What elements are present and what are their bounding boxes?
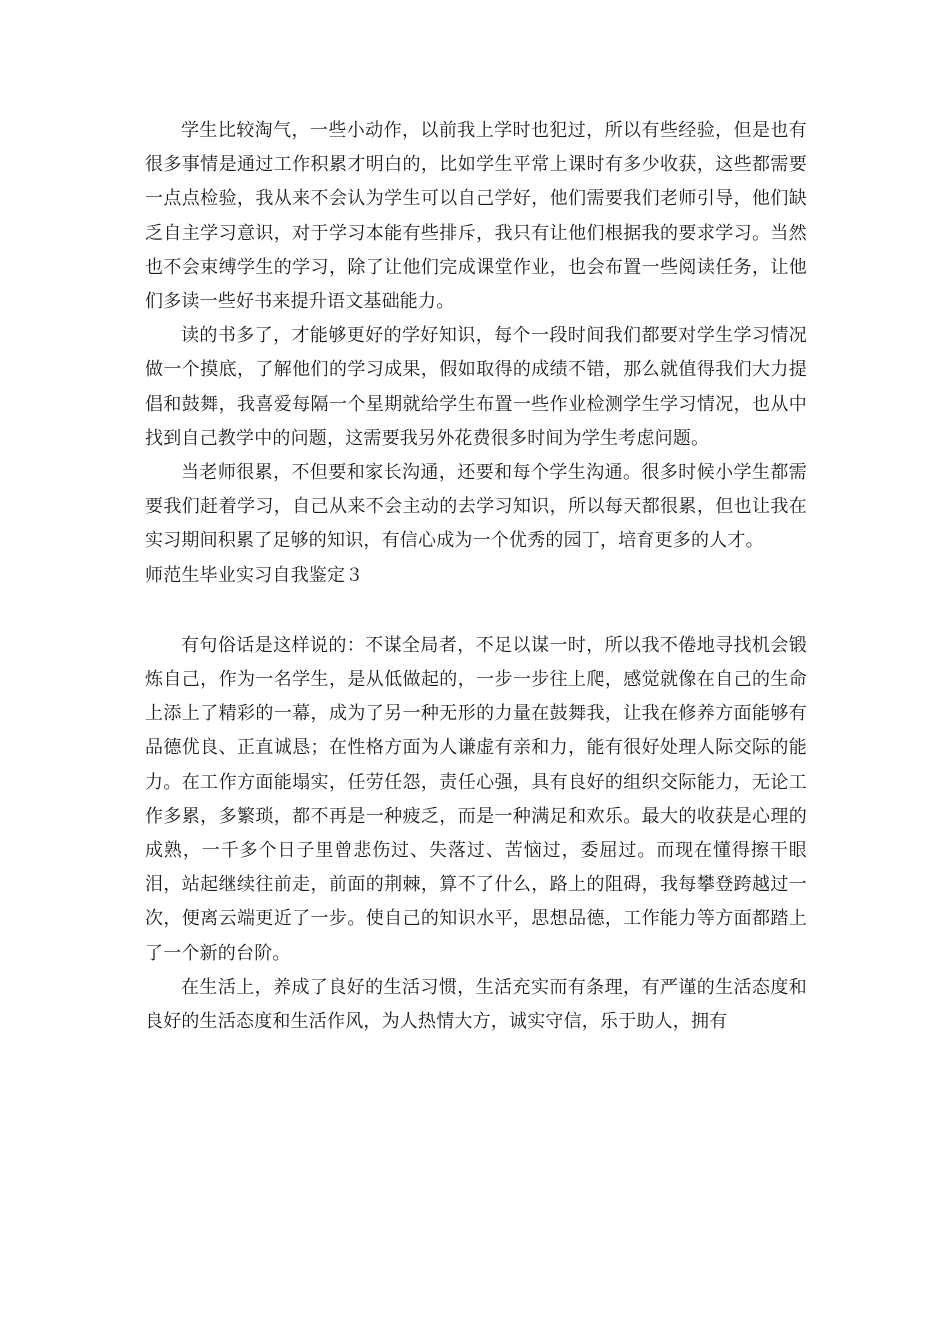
paragraph: 在生活上，养成了良好的生活习惯，生活充实而有条理，有严谨的生活态度和良好的生活态度和生活作风，为人热情大方，诚实守信，乐于助人，拥有 — [145, 976, 807, 1033]
paragraph: 当老师很累，不但要和家长沟通，还要和每个学生沟通。很多时候小学生都需要我们赶着学习，自己从来不会主动的去学习知识，所以每天都很累，但也让我在实习期间积累了足够的知识，有信心成为一个优秀的园丁，培育更多的人才。 — [145, 462, 807, 552]
document-page — [145, 114, 807, 1039]
paragraph: 有句俗话是这样说的：不谋全局者，不足以谋一时，所以我不倦地寻找机会锻炼自己，作为一名学生，是从低做起的，一步一步往上爬，感觉就像在自己的生命上添上了精彩的一幕，成为了另一种无形的力量在鼓舞我，让我在修养方面能够有品德优良、正直诚恳；在性格方面为人谦虚有亲和力，能有很好处理人际交际的能力。在工作方面能塌实，任劳任怨，责任心强，具有良好的组织交际能力，无论工作多累，多繁琐，都不再是一种疲乏，而是一种满足和欢乐。最大的收获是心理的成熟，一千多个日子里曾悲伤过、失落过、苦恼过，委屈过。而现在懂得擦干眼泪，站起继续往前走，前面的荆棘，算不了什么，路上的阻碍，我每攀登跨越过一次，便离云端更近了一步。使自己的知识水平，思想品德，工作能力等方面都踏上了一个新的台阶。 — [145, 634, 807, 964]
paragraph: 学生比较淘气，一些小动作，以前我上学时也犯过，所以有些经验，但是也有很多事情是通过工作积累才明白的，比如学生平常上课时有多少收获，这些都需要一点点检验，我从来不会认为学生可以自己学好，他们需要我们老师引导，他们缺乏自主学习意识，对于学习本能有些排斥，我只有让他们根据我的要求学习。当然也不会束缚学生的学习，除了让他们完成课堂作业，也会布置一些阅读任务，让他们多读一些好书来提升语文基础能力。 — [145, 120, 807, 313]
section-spacer — [145, 593, 807, 629]
paragraph: 读的书多了，才能够更好的学好知识，每个一段时间我们都要对学生学习情况做一个摸底，了解他们的学习成果，假如取得的成绩不错，那么就值得我们大力提倡和鼓舞，我喜爱每隔一个星期就给学生布置一些作业检测学生学习情况，也从中找到自己教学中的问题，这需要我另外花费很多时间为学生考虑问题。 — [145, 325, 807, 449]
section-title: 师范生毕业实习自我鉴定３ — [145, 564, 364, 586]
